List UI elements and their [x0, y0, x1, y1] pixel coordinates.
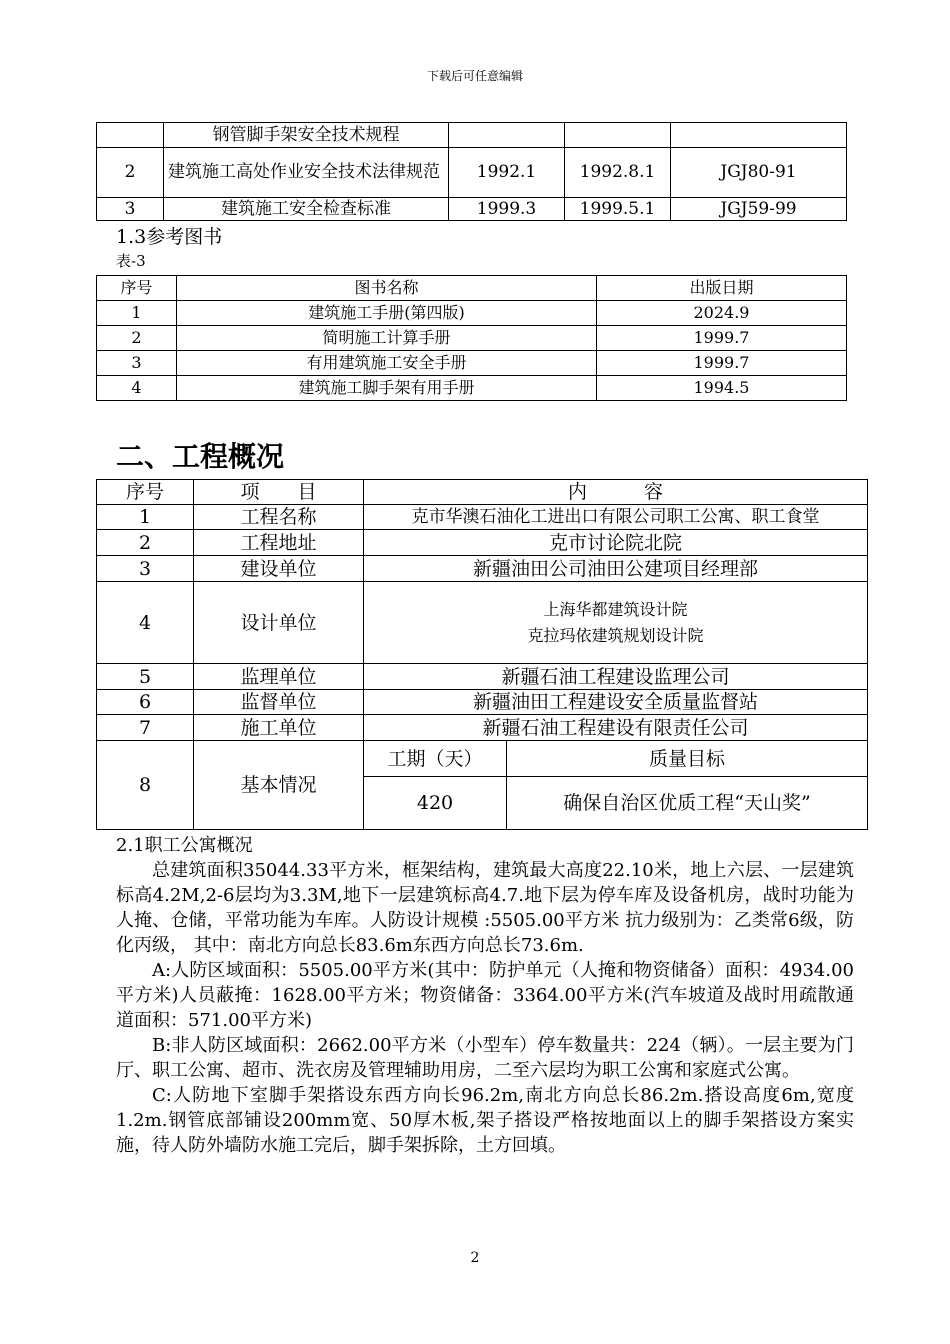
table-row — [97, 505, 868, 530]
publish-date: 1999.3 — [449, 198, 565, 221]
design-institute-1: 上海华都建筑设计院 — [543, 599, 688, 619]
row-item: 工程名称 — [194, 505, 364, 530]
page-number: 2 — [470, 1250, 480, 1266]
paragraph: C:人防地下室脚手架搭设东西方向长96.2m,南北方向总长86.2m.搭设高度6m,宽度1.2m.钢管底部铺设200mm宽、50厚木板,架子搭设严格按地面以上的脚手架搭设方案实施，待人防外墙防水施工完后，脚手架拆除，土方回填。 — [116, 1085, 854, 1156]
section-1-3-title: 1.3参考图书 — [116, 226, 223, 248]
paragraph: 总建筑面积35044.33平方米，框架结构，建筑最大高度22.10米，地上六层、一层建筑标高4.2M,2-6层均为3.3M,地下一层建筑标高4.7.地下层为停车库及设备机房，战时功能为人掩、仓储，平常功能为车库。人防设计规模 :5505.00平方米 抗力级别为：乙类常6级，防化丙级， 其中：南北方向总长83.6m东西方向总长73.6m. — [116, 860, 854, 956]
row-item: 监理单位 — [194, 664, 364, 690]
row-item: 施工单位 — [194, 715, 364, 741]
table-row — [97, 556, 868, 582]
row-item: 设计单位 — [194, 582, 364, 664]
project-overview-table — [96, 479, 868, 830]
table-row — [97, 326, 847, 351]
book-name: 有用建筑施工安全手册 — [177, 351, 597, 376]
paragraph: B:非人防区域面积：2662.00平方米（小型车）停车数量共：224（辆）。一层主要为门厅、职工公寓、超市、洗衣房及管理辅助用房，二至六层均为职工公寓和家庭式公寓。 — [116, 1035, 854, 1081]
section-2-heading: 二、工程概况 — [116, 440, 285, 473]
row-no: 3 — [97, 556, 194, 582]
quality-goal-header: 质量目标 — [507, 741, 868, 777]
publish-date: 1994.5 — [597, 376, 847, 401]
row-item: 监督单位 — [194, 690, 364, 715]
row-no: 2 — [97, 530, 194, 556]
row-no: 1 — [97, 505, 194, 530]
row-content: 新疆油田工程建设安全质量监督站 — [364, 690, 868, 715]
table-row — [97, 301, 847, 326]
row-item: 工程地址 — [194, 530, 364, 556]
table-header-row — [97, 480, 868, 505]
book-name: 简明施工计算手册 — [177, 326, 597, 351]
table-row — [97, 715, 868, 741]
table-row — [97, 741, 868, 777]
table-row — [97, 376, 847, 401]
section-2-1 — [116, 833, 854, 1158]
table3-label: 表-3 — [116, 252, 146, 270]
row-no: 7 — [97, 715, 194, 741]
publish-date: 1992.1 — [449, 148, 565, 198]
row-content: 新疆石油工程建设有限责任公司 — [364, 715, 868, 741]
duration-value: 420 — [364, 777, 507, 830]
design-institute-2: 克拉玛依建筑规划设计院 — [527, 625, 704, 645]
row-no: 1 — [97, 301, 177, 326]
paragraph: A:人防区域面积：5505.00平方米(其中：防护单元（人掩和物资储备）面积：4934.00平方米)人员蔽掩：1628.00平方米；物资储备：3364.00平方米(汽车坡道及战时用疏散通道面积：571.00平方米) — [116, 960, 854, 1031]
header-book-name: 图书名称 — [177, 276, 597, 301]
row-no: 4 — [97, 582, 194, 664]
row-no: 2 — [97, 326, 177, 351]
publish-date: 1999.7 — [597, 351, 847, 376]
header-no: 序号 — [97, 480, 194, 505]
row-content: 新疆油田公司油田公建项目经理部 — [364, 556, 868, 582]
standard-code: JGJ80-91 — [671, 148, 847, 198]
implement-date: 1999.5.1 — [565, 198, 671, 221]
row-no: 5 — [97, 664, 194, 690]
row-no: 3 — [97, 351, 177, 376]
row-no: 3 — [97, 198, 164, 221]
row-no: 8 — [97, 741, 194, 830]
table-row — [97, 530, 868, 556]
book-name: 建筑施工手册(第四版) — [177, 301, 597, 326]
header-publish-date: 出版日期 — [597, 276, 847, 301]
row-item: 基本情况 — [194, 741, 364, 830]
row-content: 新疆石油工程建设监理公司 — [364, 664, 868, 690]
standard-code — [671, 123, 847, 148]
standard-name: 建筑施工安全检查标准 — [164, 198, 449, 221]
section-2-1-title: 2.1职工公寓概况 — [116, 835, 253, 856]
book-name: 建筑施工脚手架有用手册 — [177, 376, 597, 401]
row-no: 4 — [97, 376, 177, 401]
table-row — [97, 123, 847, 148]
table-row — [97, 664, 868, 690]
table-row — [97, 351, 847, 376]
publish-date — [449, 123, 565, 148]
header-no: 序号 — [97, 276, 177, 301]
header-item: 项 目 — [194, 480, 364, 505]
standard-name: 钢管脚手架安全技术规程 — [164, 123, 449, 148]
table-row — [97, 198, 847, 221]
row-content: 克市华澳石油化工进出口有限公司职工公寓、职工食堂 — [364, 505, 868, 530]
table-row — [97, 582, 868, 664]
row-no: 2 — [97, 148, 164, 198]
quality-goal-value: 确保自治区优质工程“天山奖” — [507, 777, 868, 830]
publish-date: 2024.9 — [597, 301, 847, 326]
header-note: 下载后可任意编辑 — [426, 69, 523, 83]
table-row — [97, 148, 847, 198]
reference-books-table — [96, 275, 847, 401]
standards-table — [96, 122, 847, 221]
table-row — [97, 690, 868, 715]
implement-date: 1992.8.1 — [565, 148, 671, 198]
table-header-row — [97, 276, 847, 301]
duration-header: 工期（天） — [364, 741, 507, 777]
row-no: 6 — [97, 690, 194, 715]
header-content: 内 容 — [364, 480, 868, 505]
row-item: 建设单位 — [194, 556, 364, 582]
standard-name: 建筑施工高处作业安全技术法律规范 — [164, 148, 449, 198]
standard-code: JGJ59-99 — [671, 198, 847, 221]
publish-date: 1999.7 — [597, 326, 847, 351]
row-no — [97, 123, 164, 148]
implement-date — [565, 123, 671, 148]
row-content — [364, 582, 868, 664]
row-content: 克市讨论院北院 — [364, 530, 868, 556]
